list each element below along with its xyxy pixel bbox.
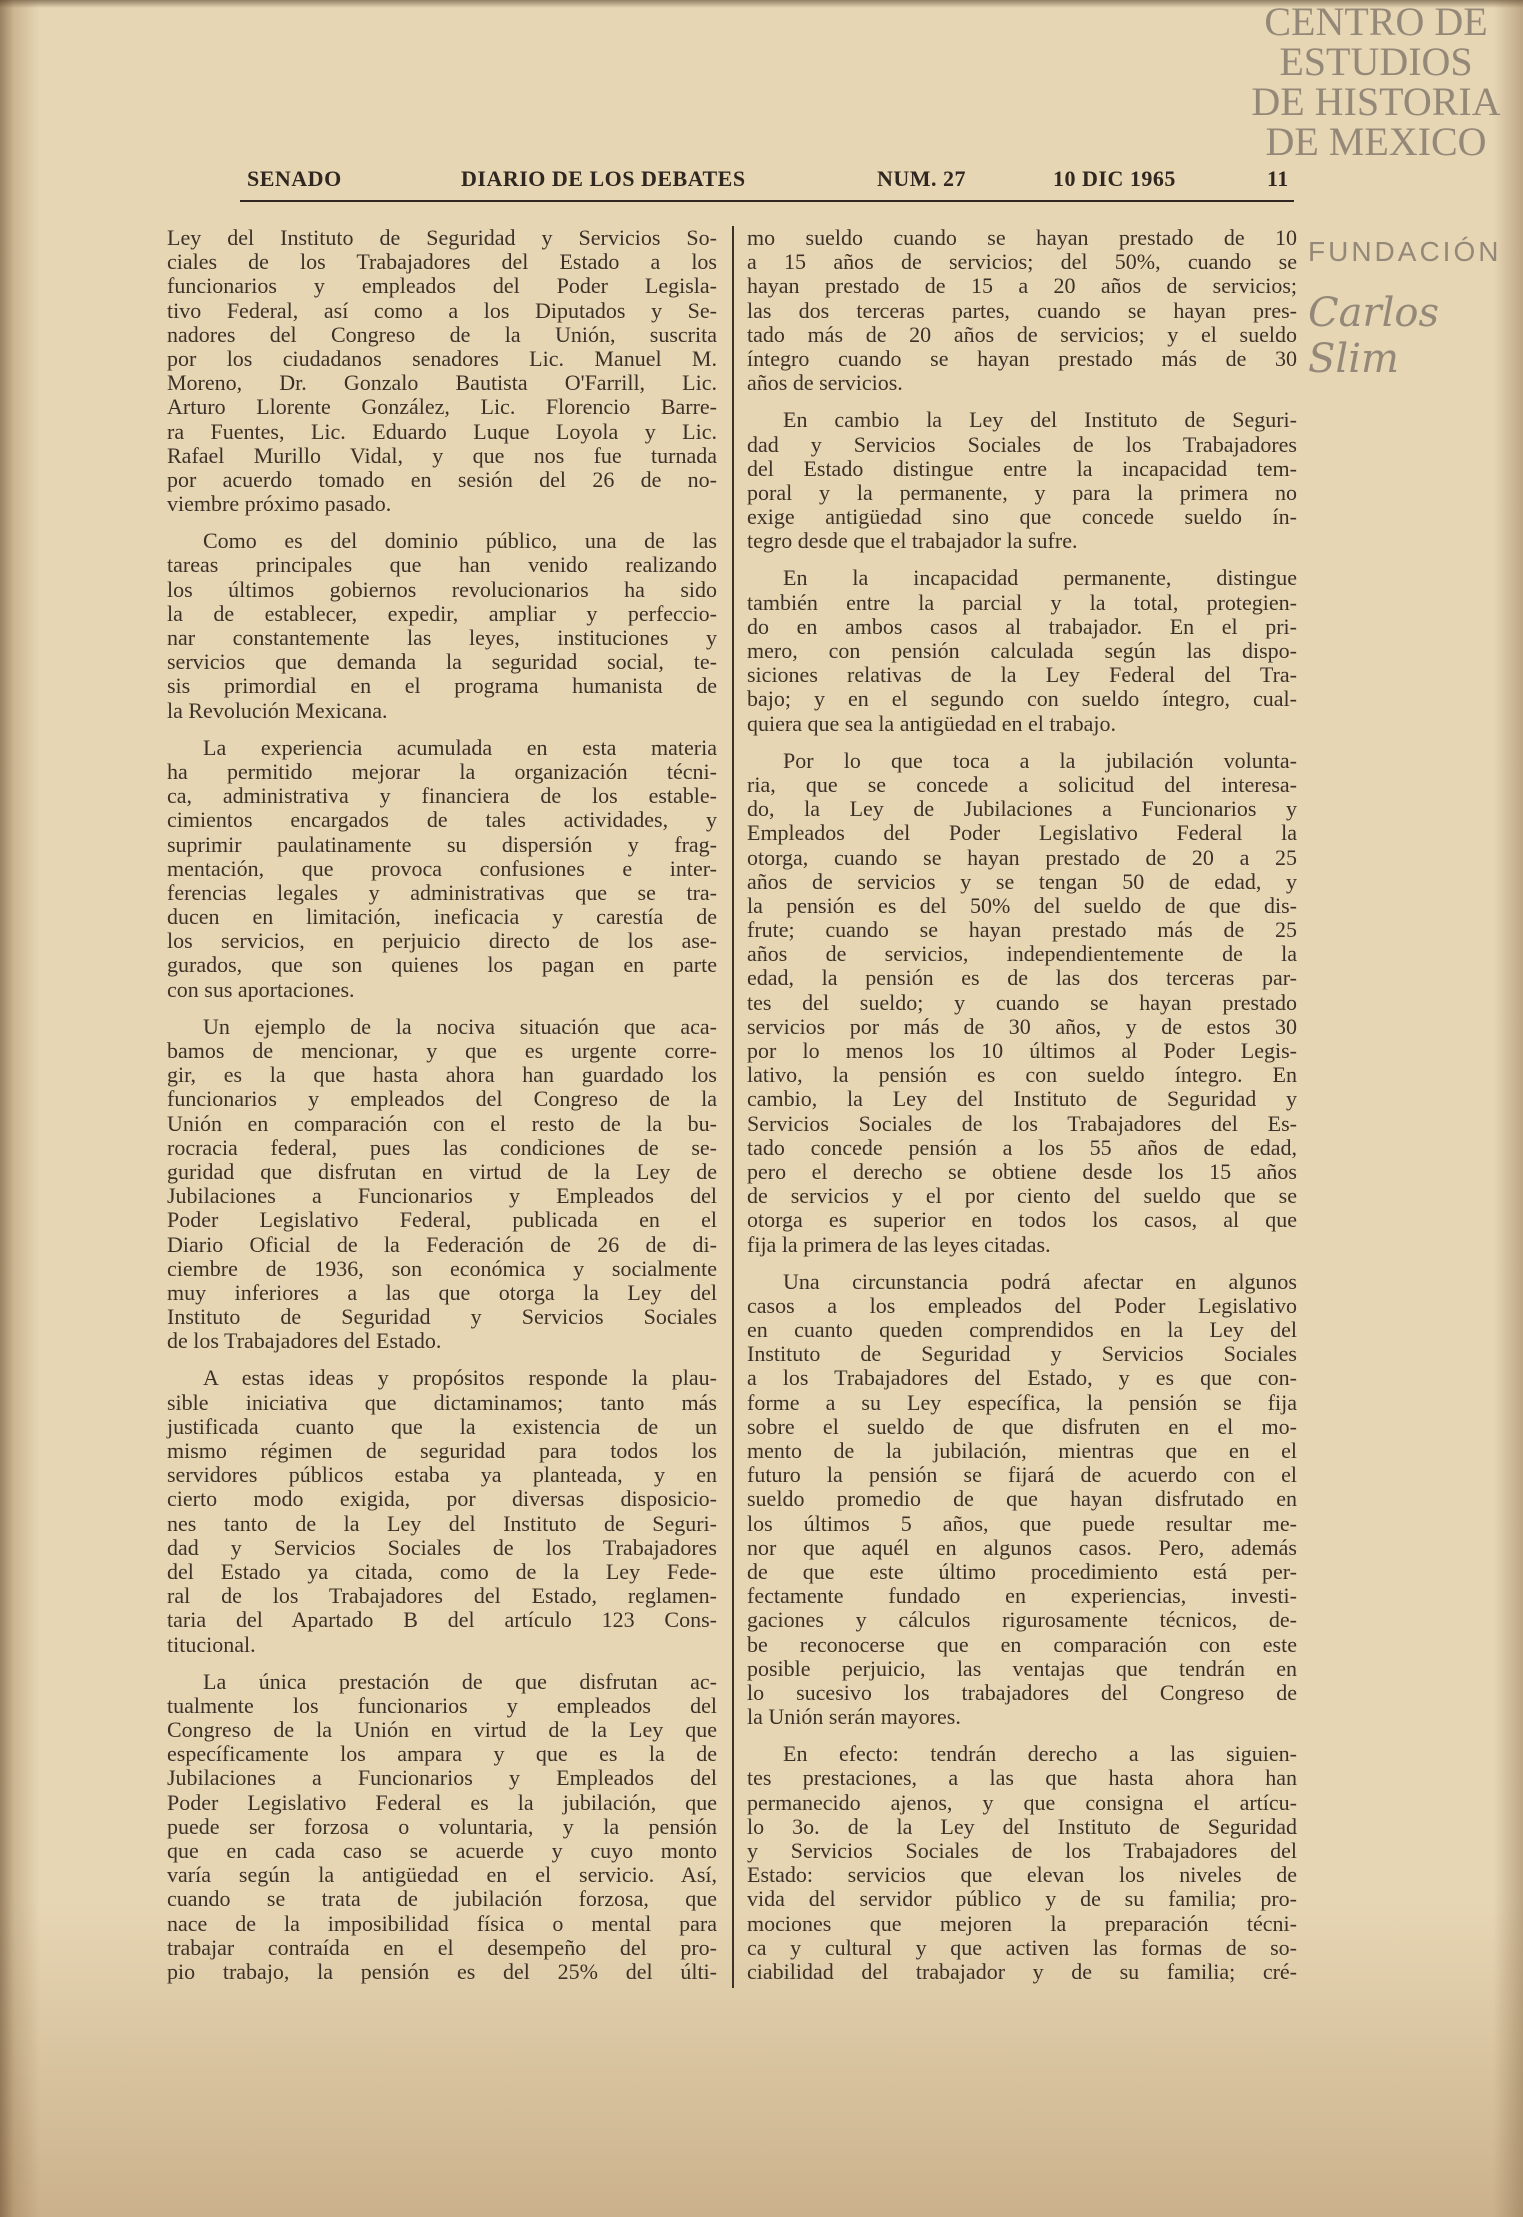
text-line: muy inferiores a las que otorga la Ley del xyxy=(167,1279,717,1305)
text-line: Estado: servicios que elevan los niveles de xyxy=(747,1862,1297,1888)
text-line: Instituto de Seguridad y Servicios Sociales xyxy=(747,1341,1297,1367)
text-line: tado más de 20 años de servicios; y el sueldo xyxy=(747,321,1297,347)
text-line: nor que aquél en algunos casos. Pero, además xyxy=(747,1534,1297,1560)
text-line: mento de la jubilación, mientras que en el xyxy=(747,1438,1297,1463)
text-line: posible perjuicio, las ventajas que tendrán en xyxy=(747,1655,1297,1681)
text-line: fija la primera de las leyes citadas. xyxy=(747,1231,1051,1257)
text-line: ciabilidad del trabajador y de su familia; cré- xyxy=(747,1958,1297,1984)
text-line: viembre próximo pasado. xyxy=(167,491,392,517)
text-line: los servicios, en perjuicio directo de los ase- xyxy=(167,928,717,954)
text-line: tado concede pensión a los 55 años de edad, xyxy=(747,1134,1297,1160)
text-line: ca, administrativa y financiera de los estable- xyxy=(167,783,717,809)
text-line: nadores del Congreso de la Unión, suscrita xyxy=(167,321,717,347)
text-line: taria del Apartado B del artículo 123 Cons- xyxy=(167,1607,717,1633)
text-line: permanecido ajenos, y que consigna el artícu- xyxy=(747,1789,1297,1815)
text-line: sueldo promedio de que hayan disfrutado en xyxy=(747,1486,1297,1512)
paragraph xyxy=(167,1366,717,1656)
paragraph xyxy=(747,226,1297,395)
paragraph xyxy=(747,1742,1297,1984)
text-line: ferencias legales y administrativas que se tra- xyxy=(167,879,717,905)
text-line: ria, que se concede a solicitud del interesa- xyxy=(747,771,1297,797)
text-line: mismo régimen de seguridad para todos los xyxy=(167,1438,717,1463)
text-line: cambio, la Ley del Instituto de Seguridad y xyxy=(747,1086,1297,1112)
watermark-line: CENTRO DE xyxy=(1264,0,1488,44)
text-line: servicios por más de 30 años, y de estos 30 xyxy=(747,1013,1297,1039)
text-line: ha permitido mejorar la organización técni- xyxy=(167,758,717,784)
text-line: frute; cuando se hayan prestado más de 25 xyxy=(747,917,1297,943)
text-line: dad y Servicios Sociales de los Trabajadores xyxy=(167,1534,717,1560)
header-rule xyxy=(240,200,1294,202)
text-line: del Estado ya citada, como de la Ley Fede- xyxy=(167,1558,717,1584)
text-line: ca y cultural y que activen las formas de so- xyxy=(747,1934,1297,1960)
text-line: ral de los Trabajadores del Estado, reglamen- xyxy=(167,1583,717,1609)
text-line: cierto modo exigida, por diversas disposicio- xyxy=(167,1486,717,1512)
text-line: gaciones y cálculos rigurosamente técnicos, de- xyxy=(747,1607,1297,1633)
text-line: rocracia federal, pues las condiciones de se- xyxy=(167,1134,717,1160)
text-line: la pensión es del 50% del sueldo de que dis- xyxy=(747,892,1297,918)
paragraph xyxy=(167,226,717,516)
text-line: la Unión serán mayores. xyxy=(747,1704,961,1730)
text-line: Por lo que toca a la jubilación volunta- xyxy=(783,747,1297,773)
text-line: servicios que demanda la seguridad social, te- xyxy=(167,649,717,675)
paragraph xyxy=(747,566,1297,735)
text-line: Ley del Instituto de Seguridad y Servicios So- xyxy=(167,225,717,250)
text-line: Jubilaciones a Funcionarios y Empleados del xyxy=(167,1765,717,1791)
text-line: be reconocerse que en comparación con este xyxy=(747,1631,1297,1657)
text-line: bamos de mencionar, y que es urgente corre- xyxy=(167,1038,717,1063)
text-line: Una circunstancia podrá afectar en algunos xyxy=(783,1268,1297,1294)
text-line: tes prestaciones, a las que hasta ahora han xyxy=(747,1765,1297,1791)
text-line: cimientos encargados de tales actividades, y xyxy=(167,807,717,833)
text-line: trabajar contraída en el desempeño del pro- xyxy=(167,1934,717,1960)
text-line: lo sucesivo los trabajadores del Congreso de xyxy=(747,1679,1297,1705)
text-line: poral y la permanente, y para la primera no xyxy=(747,479,1297,505)
text-line: Moreno, Dr. Gonzalo Bautista O'Farrill, Lic. xyxy=(167,370,717,396)
text-line: años de servicios, independientemente de la xyxy=(747,941,1297,967)
text-line: del Estado distingue entre la incapacidad tem- xyxy=(747,455,1297,481)
text-line: funcionarios y empleados del Poder Legisla- xyxy=(167,273,717,299)
text-line: de que este último procedimiento está per- xyxy=(747,1558,1297,1584)
text-line: las dos terceras partes, cuando se hayan pres- xyxy=(747,297,1297,323)
text-line: hayan prestado de 15 a 20 años de servicios; xyxy=(747,273,1297,299)
text-line: tivo Federal, así como a los Diputados y Se- xyxy=(167,297,717,323)
text-line: íntegro cuando se hayan prestado más de 30 xyxy=(747,345,1297,371)
text-line: nace de la imposibilidad física o mental para xyxy=(167,1910,717,1936)
text-line: sible iniciativa que dictaminamos; tanto más xyxy=(167,1389,717,1415)
text-line: otorga, cuando se hayan prestado de 20 a 25 xyxy=(747,844,1297,870)
text-line: guridad que disfrutan en virtud de la Ley de xyxy=(167,1158,717,1184)
watermark-line: ESTUDIOS xyxy=(1279,39,1473,84)
text-line: Poder Legislativo Federal es la jubilación, que xyxy=(167,1789,717,1815)
text-line: fectamente fundado en experiencias, investi- xyxy=(747,1583,1297,1609)
text-line: por lo menos los 10 últimos al Poder Legis- xyxy=(747,1038,1297,1063)
header-page-number: 11 xyxy=(1267,166,1289,191)
text-line: lo 3o. de la Ley del Instituto de Seguridad xyxy=(747,1813,1297,1839)
text-line: cuando se trata de jubilación forzosa, que xyxy=(167,1886,717,1912)
text-line: Un ejemplo de la nociva situación que aca- xyxy=(203,1013,717,1039)
text-line: por los ciudadanos senadores Lic. Manuel M. xyxy=(167,345,717,371)
watermark-line: DE HISTORIA xyxy=(1251,79,1501,124)
text-line: titucional. xyxy=(167,1631,256,1657)
text-line: quiera que sea la antigüedad en el trabajo. xyxy=(747,710,1116,736)
text-line: casos a los empleados del Poder Legislativo xyxy=(747,1292,1297,1318)
text-line: la de establecer, expedir, ampliar y perfeccio- xyxy=(167,600,717,626)
left-column xyxy=(167,226,717,1997)
text-line: mo sueldo cuando se hayan prestado de 10 xyxy=(747,225,1297,250)
text-line: tegro desde que el trabajador la sufre. xyxy=(747,528,1078,554)
paragraph xyxy=(747,1270,1297,1730)
text-line: suprimir paulatinamente su dispersión y frag- xyxy=(167,831,717,857)
text-line: los últimos 5 años, que puede resultar me- xyxy=(747,1510,1297,1536)
text-line: con sus aportaciones. xyxy=(167,976,355,1002)
watermark-line: DE MEXICO xyxy=(1265,119,1487,164)
text-line: do en ambos casos al trabajador. En el pri- xyxy=(747,613,1297,639)
text-line: nar constantemente las leyes, instituciones y xyxy=(167,625,717,650)
text-line: mentación, que provoca confusiones e inter- xyxy=(167,855,717,881)
text-line: tualmente los funcionarios y empleados del xyxy=(167,1692,717,1718)
text-line: por acuerdo tomado en sesión del 26 de no- xyxy=(167,466,717,492)
text-line: a 15 años de servicios; del 50%, cuando se xyxy=(747,249,1297,275)
text-line: ducen en limitación, ineficacia y carestía de xyxy=(167,904,717,930)
text-line: años de servicios y se tengan 50 de edad, y xyxy=(747,868,1297,894)
text-line: Instituto de Seguridad y Servicios Sociales xyxy=(167,1304,717,1330)
watermark-signature: Carlos Slim xyxy=(1308,290,1439,382)
text-line: otorga es superior en todos los casos, al que xyxy=(747,1207,1297,1233)
text-line: Empleados del Poder Legislativo Federal la xyxy=(747,820,1297,846)
text-line: En la incapacidad permanente, distingue xyxy=(783,565,1297,591)
text-line: vida del servidor público y de su familia; pro- xyxy=(747,1886,1297,1912)
text-line: bajo; y en el segundo con sueldo íntegro, cual- xyxy=(747,686,1297,712)
text-line: lativo, la pensión es con sueldo íntegro. En xyxy=(747,1062,1297,1088)
right-column xyxy=(747,226,1297,1997)
text-line: también entre la parcial y la total, protegien- xyxy=(747,589,1297,615)
paragraph xyxy=(747,408,1297,553)
text-line: tareas principales que han venido realizando xyxy=(167,552,717,578)
text-line: do, la Ley de Jubilaciones a Funcionarios y xyxy=(747,796,1297,822)
paragraph xyxy=(167,736,717,1002)
text-line: En efecto: tendrán derecho a las siguien- xyxy=(783,1741,1297,1767)
text-line: Diario Oficial de la Federación de 26 de di- xyxy=(167,1231,717,1257)
text-line: funcionarios y empleados del Congreso de la xyxy=(167,1086,717,1112)
text-line: mociones que mejoren la preparación técni- xyxy=(747,1910,1297,1936)
text-line: La experiencia acumulada en esta materia xyxy=(203,734,717,760)
text-line: ra Fuentes, Lic. Eduardo Luque Loyola y Lic. xyxy=(167,418,717,444)
text-line: sis primordial en el programa humanista de xyxy=(167,673,717,699)
text-line: servidores públicos estaba ya planteada, y en xyxy=(167,1462,717,1488)
text-line: gir, es la que hasta ahora han guardado los xyxy=(167,1062,717,1088)
text-line: dad y Servicios Sociales de los Trabajadores xyxy=(747,431,1297,457)
text-line: justificada cuanto que la existencia de un xyxy=(167,1413,717,1439)
header-date: 10 DIC 1965 xyxy=(1053,166,1176,191)
text-line: nes tanto de la Ley del Instituto de Seguri- xyxy=(167,1510,717,1536)
text-line: a los Trabajadores del Estado, y es que con- xyxy=(747,1365,1297,1391)
text-line: pio trabajo, la pensión es del 25% del últi- xyxy=(167,1958,717,1984)
watermark-foundation: FUNDACIÓN xyxy=(1308,236,1502,267)
paragraph xyxy=(167,1670,717,1984)
text-line: Servicios Sociales de los Trabajadores del Es- xyxy=(747,1110,1297,1136)
header-publication: DIARIO DE LOS DEBATES xyxy=(461,166,746,191)
text-line: Unión en comparación con el resto de la bu- xyxy=(167,1110,717,1136)
text-line: forme a su Ley específica, la pensión se fija xyxy=(747,1389,1297,1415)
text-line: gurados, que son quienes los pagan en parte xyxy=(167,952,717,978)
text-line: que en cada caso se acuerde y cuyo monto xyxy=(167,1838,717,1863)
column-divider xyxy=(732,226,734,1988)
text-line: Poder Legislativo Federal, publicada en el xyxy=(167,1207,717,1233)
text-line: siciones relativas de la Ley Federal del Tra- xyxy=(747,662,1297,688)
text-line: específicamente los ampara y que es la de xyxy=(167,1741,717,1767)
text-line: ciembre de 1936, son económica y socialmente xyxy=(167,1255,717,1281)
text-line: Como es del dominio público, una de las xyxy=(203,528,717,554)
text-line: de los Trabajadores del Estado. xyxy=(167,1328,442,1354)
text-line: Rafael Murillo Vidal, y que nos fue turnada xyxy=(167,442,717,468)
text-line: en cuanto queden comprendidos en la Ley del xyxy=(747,1317,1297,1343)
text-line: Arturo Llorente González, Lic. Florencio Barre- xyxy=(167,394,717,420)
text-line: varía según la antigüedad en el servicio. Así, xyxy=(167,1862,717,1888)
text-line: la Revolución Mexicana. xyxy=(167,697,388,723)
text-line: tes del sueldo; y cuando se hayan prestado xyxy=(747,989,1297,1015)
text-line: exige antigüedad sino que concede sueldo ín- xyxy=(747,504,1297,530)
text-line: ciales de los Trabajadores del Estado a los xyxy=(167,249,717,275)
header-section: SENADO xyxy=(247,166,342,191)
text-line: mero, con pensión calculada según las dispo- xyxy=(747,638,1297,663)
text-line: pero el derecho se obtiene desde los 15 años xyxy=(747,1158,1297,1184)
text-line: de servicios y el por ciento del sueldo que se xyxy=(747,1183,1297,1209)
paragraph xyxy=(167,1015,717,1354)
header-number: NUM. 27 xyxy=(877,166,967,191)
text-line: y Servicios Sociales de los Trabajadores del xyxy=(747,1838,1297,1863)
paragraph xyxy=(167,529,717,723)
text-line: sobre el sueldo de que disfruten en el mo- xyxy=(747,1413,1297,1439)
text-line: En cambio la Ley del Instituto de Seguri- xyxy=(783,407,1297,433)
paragraph xyxy=(747,749,1297,1257)
text-line: Jubilaciones a Funcionarios y Empleados del xyxy=(167,1183,717,1209)
text-line: edad, la pensión es de las dos terceras par- xyxy=(747,965,1297,991)
text-line: puede ser forzosa o voluntaria, y la pensión xyxy=(167,1813,717,1839)
text-line: futuro la pensión se fijará de acuerdo con el xyxy=(747,1462,1297,1488)
text-line: A estas ideas y propósitos responde la plau- xyxy=(203,1365,717,1391)
text-line: Congreso de la Unión en virtud de la Ley que xyxy=(167,1717,717,1743)
text-line: los últimos gobiernos revolucionarios ha sido xyxy=(167,576,717,602)
text-line: La única prestación de que disfrutan ac- xyxy=(203,1668,717,1694)
text-line: años de servicios. xyxy=(747,370,903,396)
